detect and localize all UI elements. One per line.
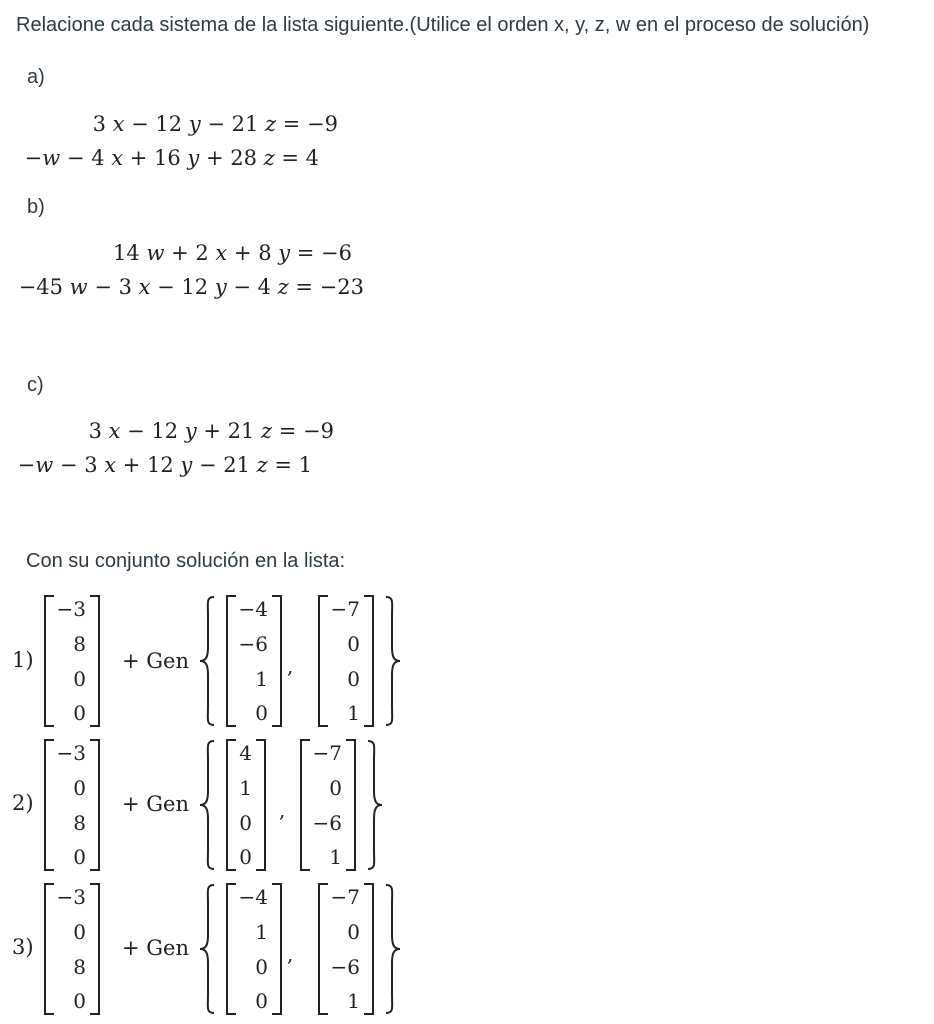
- system-c-equation-1: 3 𝑥 − 12 𝑦 + 21 𝑧 = −9: [88, 419, 334, 443]
- solution-list-heading: Con su conjunto solución en la lista:: [26, 550, 346, 572]
- system-a-equation-2: −𝑤 − 4 𝑥 + 16 𝑦 + 28 𝑧 = 4: [24, 146, 319, 170]
- vector-entry: −3: [56, 741, 86, 765]
- vector-entry: −6: [330, 955, 360, 979]
- system-c-label: c): [27, 374, 44, 396]
- vector-entry: 8: [73, 811, 86, 835]
- vector-entry: 4: [239, 741, 252, 765]
- option-1-label: 1): [12, 648, 34, 672]
- vector-entry: −4: [238, 885, 268, 909]
- vector-entry: 1: [255, 920, 268, 944]
- option-1-gen-label: + Gen: [122, 649, 189, 673]
- system-a-label: a): [27, 66, 45, 88]
- option-1-separator: ,: [287, 654, 294, 678]
- system-b: [0, 241, 370, 301]
- vector-entry: 0: [73, 845, 86, 869]
- vector-entry: 1: [239, 776, 252, 800]
- option-3-separator: ,: [287, 942, 294, 966]
- vector-entry: 0: [73, 701, 86, 725]
- vector-entry: 0: [255, 701, 268, 725]
- vector-entry: −3: [56, 597, 86, 621]
- vector-entry: 1: [347, 989, 360, 1013]
- option-1-right-brace: [382, 595, 402, 727]
- vector-entry: 1: [329, 845, 342, 869]
- vector-entry: 8: [73, 955, 86, 979]
- vector-entry: 0: [73, 920, 86, 944]
- vector-entry: 8: [73, 632, 86, 656]
- option-1-left-brace: [198, 595, 218, 727]
- option-3-gen-label: + Gen: [122, 936, 189, 960]
- vector-entry: 0: [73, 989, 86, 1013]
- system-a-equation-1: 3 𝑥 − 12 𝑦 − 21 𝑧 = −9: [92, 112, 338, 136]
- option-3-label: 3): [12, 935, 34, 959]
- vector-entry: −6: [238, 632, 268, 656]
- system-c: [0, 419, 340, 479]
- vector-entry: −3: [56, 885, 86, 909]
- option-1-span-vector-1: [226, 595, 282, 727]
- option-2-separator: ,: [279, 798, 286, 822]
- vector-entry: 0: [255, 955, 268, 979]
- option-2-label: 2): [12, 791, 34, 815]
- option-3-left-brace: [198, 883, 218, 1015]
- option-3-particular-vector: [44, 883, 100, 1015]
- vector-entry: −6: [312, 811, 342, 835]
- vector-entry: 1: [255, 667, 268, 691]
- vector-entry: −4: [238, 597, 268, 621]
- vector-entry: 0: [239, 811, 252, 835]
- option-1-span-vector-2: [318, 595, 374, 727]
- option-2-particular-vector: [44, 739, 100, 871]
- system-b-label: b): [27, 196, 45, 218]
- vector-entry: −7: [330, 885, 360, 909]
- vector-entry: 0: [347, 632, 360, 656]
- vector-entry: −7: [312, 741, 342, 765]
- option-2-gen-label: + Gen: [122, 792, 189, 816]
- vector-entry: 1: [347, 701, 360, 725]
- option-2-left-brace: [198, 739, 218, 871]
- option-2-span-vector-2: [300, 739, 356, 871]
- system-b-equation-1: 14 𝑤 + 2 𝑥 + 8 𝑦 = −6: [113, 241, 352, 265]
- option-3-right-brace: [382, 883, 402, 1015]
- option-3-span-vector-2: [318, 883, 374, 1015]
- option-3-span-vector-1: [226, 883, 282, 1015]
- vector-entry: 0: [73, 667, 86, 691]
- vector-entry: 0: [347, 667, 360, 691]
- vector-entry: 0: [329, 776, 342, 800]
- option-1-particular-vector: [44, 595, 100, 727]
- vector-entry: 0: [239, 845, 252, 869]
- option-2-span-vector-1: [226, 739, 266, 871]
- vector-entry: −7: [330, 597, 360, 621]
- option-2-right-brace: [364, 739, 384, 871]
- problem-prompt: Relacione cada sistema de la lista siguiente.(Utilice el orden x, y, z, w en el proceso de solución): [16, 14, 870, 36]
- system-a: [0, 112, 346, 172]
- vector-entry: 0: [73, 776, 86, 800]
- system-c-equation-2: −𝑤 − 3 𝑥 + 12 𝑦 − 21 𝑧 = 1: [17, 453, 312, 477]
- vector-entry: 0: [347, 920, 360, 944]
- system-b-equation-2: −45 𝑤 − 3 𝑥 − 12 𝑦 − 4 𝑧 = −23: [18, 275, 364, 299]
- vector-entry: 0: [255, 989, 268, 1013]
